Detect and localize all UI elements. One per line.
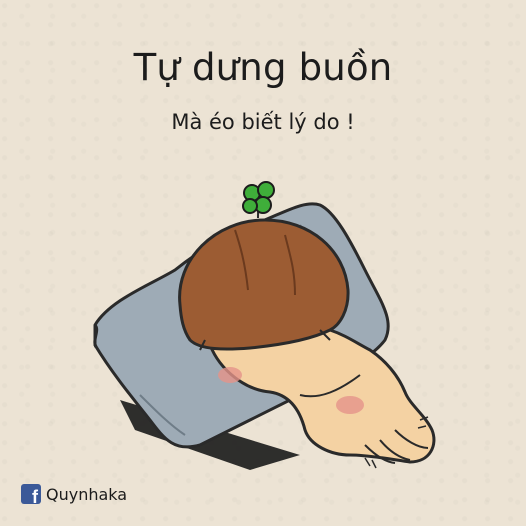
facebook-icon: f xyxy=(21,484,41,504)
page-subtitle: Mà éo biết lý do ! xyxy=(171,110,355,134)
author-name: Quynhaka xyxy=(46,484,128,504)
author-credit[interactable] xyxy=(21,483,127,505)
page-title: Tự dưng buồn xyxy=(133,46,393,89)
pillow-corner-left xyxy=(95,325,97,347)
clover-icon xyxy=(243,182,274,213)
hair xyxy=(180,220,348,349)
